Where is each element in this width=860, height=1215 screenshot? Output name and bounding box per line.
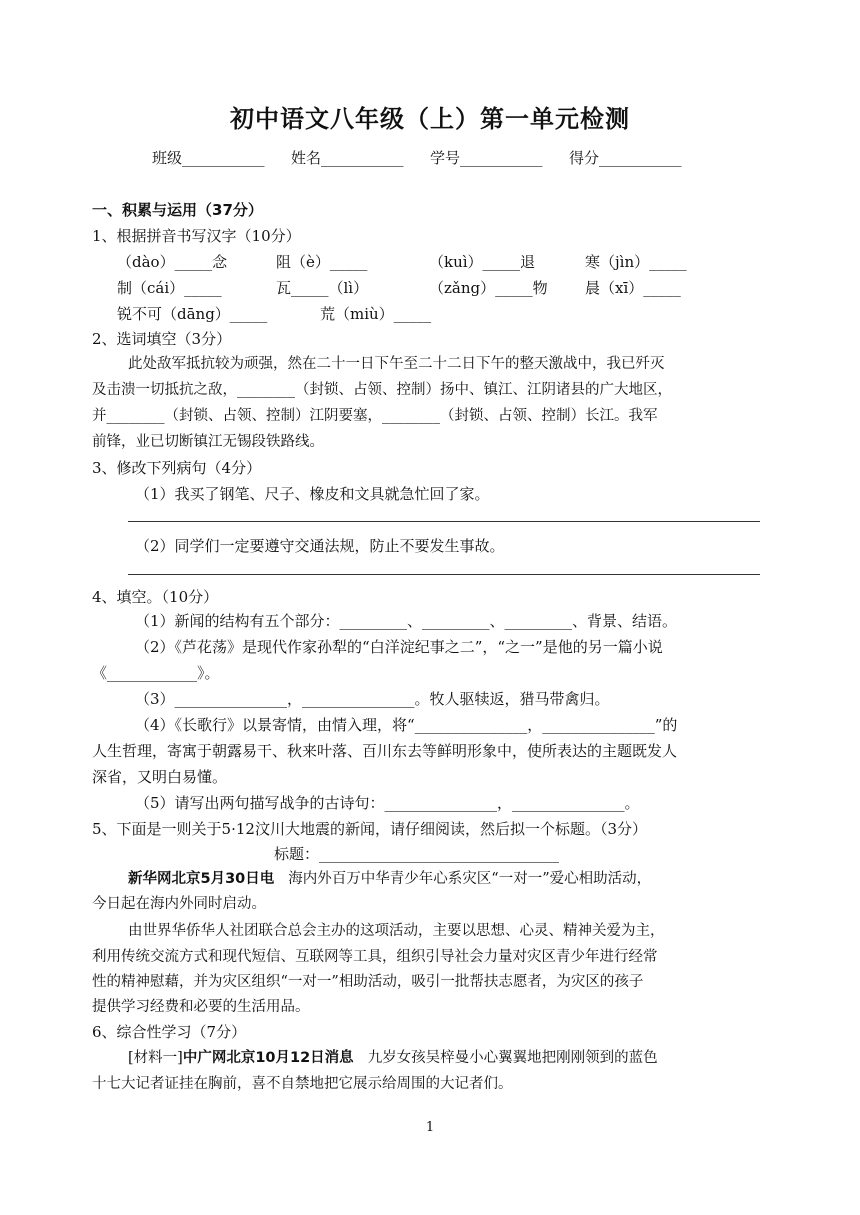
q2-heading: 2、选词填空（3分） [92, 330, 232, 348]
q1-item-e: 阻（è）_____ [276, 253, 368, 271]
q5-heading: 5、下面是一则关于5·12汶川大地震的新闻，请仔细阅读，然后拟一个标题。（3分） [92, 820, 647, 838]
q5-news-line: 利用传统交流方式和现代短信、互联网等工具，组织引导社会力量对灾区青少年进行经常 [92, 949, 658, 965]
q4-item-2-cont: 《____________》。 [92, 664, 220, 682]
q2-passage-line: 并________（封锁、占领、控制）江阴要塞，________（封锁、占领、控制）长江。我军 [92, 408, 658, 424]
q5-news-dateline: 新华网北京5月30日电 [128, 871, 275, 887]
q4-item-1: （1）新闻的结构有五个部分：_________、_________、_________、背景、结语。 [135, 612, 678, 630]
q1-item-kui: （kuì）_____退 [429, 253, 536, 271]
score-field-label: 得分___________ [569, 149, 682, 167]
q5-news-line [128, 870, 651, 888]
q5-news-line: 性的精神慰藉，并为灾区组织“一对一”相助活动，吸引一批帮扶志愿者，为灾区的孩子 [92, 974, 644, 990]
page-number: 1 [425, 1120, 435, 1135]
q1-item-miu: 荒（miù）_____ [320, 305, 432, 323]
q1-item-zang: （zǎng）_____物 [429, 279, 548, 297]
q6-material-line: 十七大记者证挂在胸前，喜不自禁地把它展示给周围的大记者们。 [92, 1076, 513, 1092]
q4-heading: 4、填空。（10分） [92, 588, 219, 606]
class-field-label: 班级___________ [152, 149, 265, 167]
q5-news-text: 海内外百万中华青少年心系灾区“一对一”爱心相助活动， [288, 871, 652, 887]
q6-material-text: 九岁女孩吴梓曼小心翼翼地把刚刚领到的蓝色 [367, 1050, 658, 1066]
q1-item-cai: 制（cái）_____ [117, 279, 222, 297]
q4-item-2: （2）《芦花荡》是现代作家孙犁的“白洋淀纪事之二”，“之一”是他的另一篇小说 [135, 638, 663, 656]
q3-answer-line[interactable] [128, 521, 760, 522]
q5-news-line: 今日起在海内外同时启动。 [92, 896, 266, 912]
q5-title-field[interactable]: 标题：________________________________ [274, 845, 560, 863]
q1-item-xi: 晨（xī）_____ [585, 279, 681, 297]
q2-passage-line: 及击溃一切抵抗之敌，________（封锁、占领、控制）扬中、镇江、江阴诸县的广大地区， [92, 382, 672, 398]
q3-sentence-2: （2）同学们一定要遵守交通法规，防止不要发生事故。 [135, 537, 505, 555]
q2-passage-line: 此处敌军抵抗较为顽强，然在二十一日下午至二十二日下午的整天激战中，我已歼灭 [128, 356, 665, 372]
q1-item-jin: 寒（jìn）_____ [585, 253, 687, 271]
q6-material-dateline: 中广网北京10月12日消息 [182, 1050, 354, 1066]
section1-heading: 一、积累与运用（37分） [92, 201, 263, 219]
q1-item-dang: 锐不可（dāng）_____ [117, 305, 268, 323]
q4-item-4: （4）《长歌行》以景寄情，由情入理，将“_______________，_______________”的 [135, 716, 678, 734]
q3-sentence-1: （1）我买了钢笔、尺子、橡皮和文具就急忙回了家。 [135, 485, 490, 503]
q4-item-3: （3）_______________，_______________。牧人驱犊返，猎马带禽归。 [135, 690, 610, 708]
q5-news-line: 提供学习经费和必要的生活用品。 [92, 999, 310, 1015]
q3-answer-line[interactable] [128, 574, 760, 575]
q6-heading: 6、综合性学习（7分） [92, 1023, 247, 1041]
q1-item-dao: （dào）_____念 [117, 253, 228, 271]
q6-material-line [128, 1049, 658, 1067]
q2-passage-line: 前锋，业已切断镇江无锡段铁路线。 [92, 434, 324, 450]
q3-heading: 3、修改下列病句（4分） [92, 459, 262, 477]
name-field-label: 姓名___________ [291, 149, 404, 167]
q5-news-line: 由世界华侨华人社团联合总会主办的这项活动，主要以思想、心灵、精神关爱为主， [128, 923, 665, 939]
q4-item-4-cont: 深省，又明白易懂。 [92, 768, 228, 786]
page-title: 初中语文八年级（上）第一单元检测 [230, 105, 630, 133]
q4-item-5: （5）请写出两句描写战争的古诗句：_______________，_______________。 [135, 794, 640, 812]
q1-heading: 1、根据拼音书写汉字（10分） [92, 227, 301, 245]
q4-item-4-cont: 人生哲理，寄寓于朝露易干、秋来叶落、百川东去等鲜明形象中，使所表达的主题既发人 [92, 742, 678, 760]
q6-material-label: [材料一] [128, 1050, 183, 1066]
student-id-field-label: 学号___________ [430, 149, 543, 167]
q1-item-li: 瓦_____（lì） [276, 279, 369, 297]
